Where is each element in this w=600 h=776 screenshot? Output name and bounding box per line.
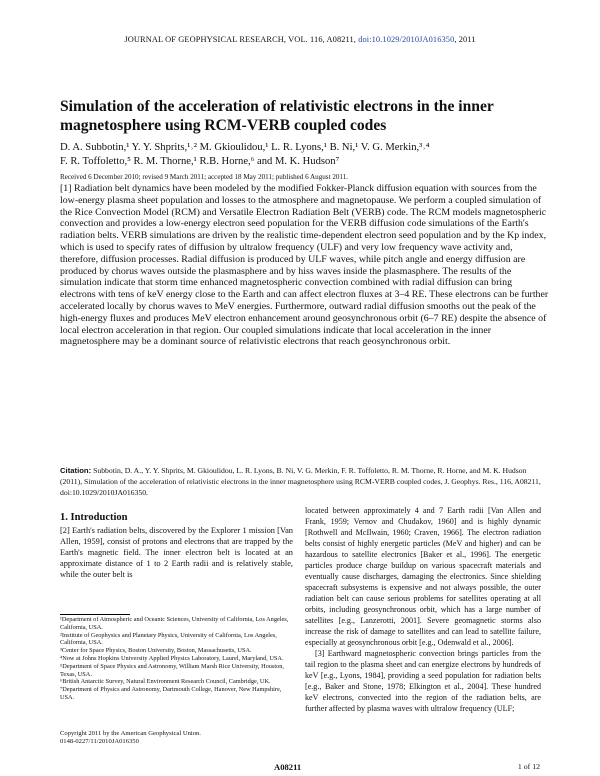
article-id: A08211 [274, 762, 302, 772]
intro-paragraph-right-2: [3] Earthward magnetospheric convection brings particles from the tail region to the plasma sheet and can energize electrons by hundreds of keV [e.g., Lyons, 1984], providing a seed population for radiation belts [e.g., Baker and Stone, 1978; Elkington et al., 2004]. These hundred keV electrons, convected into the region of the radiation belts, are further affected by plasma waves with ultralow frequency (ULF; [305, 649, 541, 713]
page-number: 1 of 12 [517, 762, 540, 771]
footnote: ⁷Department of Physics and Astronomy, Dartmouth College, Hanover, New Hampshire, USA. [60, 686, 282, 701]
paper-title: Simulation of the acceleration of relativistic electrons in the inner magnetosphere using RCM-VERB coupled codes [60, 98, 494, 134]
journal-year: , 2011 [454, 35, 476, 44]
footnote: ⁵Department of Space Physics and Astronomy, William Marsh Rice University, Houston, Texas, USA. [60, 662, 284, 678]
citation-label: Citation: [60, 466, 92, 475]
copyright-notice [60, 730, 201, 746]
footnote: ²Institute of Geophysics and Planetary Physics, University of California, Los Angeles, California, USA. [60, 631, 277, 647]
section-heading: 1. Introduction [60, 512, 128, 523]
authors-line-2: F. R. Toffoletto,⁵ R. M. Thorne,¹ R.B. Horne,⁶ and M. K. Hudson⁷ [60, 156, 340, 167]
author-list [60, 141, 560, 169]
abstract: [1] Radiation belt dynamics have been modeled by the modified Fokker-Planck diffusion equation with sources from the low-energy plasma sheet population and losses to the atmosphere and magnetopause. We perform a coupled simulation of the Rice Convection Model (RCM) and Versatile Electron Radiation Belt (VERB) code. The RCM models magnetospheric convection and provides a low-energy electron seed population for the VERB diffusion code simulations of the Earth's radiation belts. VERB simulations are driven by the realistic time-dependent electron seed population and by the Kp index, which is used to specify rates of diffusion by ultralow frequency (ULF) and very low frequency wave activity and, therefore, diffusion processes. Radial diffusion is produced by ULF waves, while pitch angle and energy diffusion are produced by chorus waves outside the plasmasphere and by hiss waves inside the plasmasphere. The results of the simulation indicate that storm time enhanced magnetospheric convection combined with radial diffusion can bring electrons with tens of keV energy close to the Earth and can affect electron fluxes at 3–4 RE. These electrons can be further accelerated locally by chorus waves to MeV energies. Furthermore, outward radial diffusion smooths out the peak of the high-energy fluxes and produces MeV electron enhancement around geosynchronous orbit (6–7 RE) despite the absence of local electron acceleration in that region. Our coupled simulations indicate that local acceleration in the inner magnetosphere may be a dominant source of relativistic electrons that reach geosynchronous orbit. [60, 183, 549, 348]
copyright-line: Copyright 2011 by the American Geophysical Union. [60, 730, 201, 737]
doi-link[interactable]: doi:10.1029/2010JA016350 [358, 35, 455, 44]
received-dates: Received 6 December 2010; revised 9 March 2011; accepted 18 May 2011; published 6 August 2011. [60, 173, 349, 181]
footnote: ⁶British Antarctic Survey, Natural Environment Research Council, Cambridge, UK. [60, 678, 271, 686]
footnote: ³Center for Space Physics, Boston University, Boston, Massachusetts, USA. [60, 647, 252, 655]
intro-column-right [305, 505, 541, 714]
citation [60, 465, 550, 498]
intro-paragraph-left: [2] Earth's radiation belts, discovered by the Explorer 1 mission [Van Allen, 1959], consist of protons and electrons that are trapped by the Earth's magnetic field. The inner electron belt is located at an approximate distance of 1 to 2 Earth radii and is relatively stable, while the outer belt is [60, 526, 293, 579]
issn-line: 0148-0227/11/2010JA016350 [60, 738, 139, 745]
journal-name: JOURNAL OF GEOPHYSICAL RESEARCH, VOL. 116, A08211, [124, 35, 356, 44]
footnote-divider [60, 614, 130, 615]
authors-line-1: D. A. Subbotin,¹ Y. Y. Shprits,¹˒² M. Gkioulidou,¹ L. R. Lyons,¹ B. Ni,¹ V. G. Merkin,³˒⁴ [60, 142, 430, 153]
intro-paragraph-right-1: located between approximately 4 and 7 Earth radii [Van Allen and Frank, 1959; Vernov and Chudakov, 1960] and is highly dynamic [Rothwell and McIlwain, 1960; Craven, 1966]. The electron radiation belts consist of highly energetic particles (MeV and higher) and can be hazardous to satellite electronics [Baker et al., 1996]. The energetic particles produce charge buildup on various spacecraft materials and eventually cause discharges, damaging the electronics. Since shielding spacecraft subsystems is expensive and not always possible, the outer radiation belt can cause serious problems for satellites operating at all orbits, including geosynchronous orbit, which has a large number of satellites [e.g., Lanzerotti, 2001]. Severe geomagnetic storms also increase the risk of damage to satellites and can lead to satellite failure, especially at geosynchronous orbit [e.g., Odenwald et al., 2006]. [305, 506, 541, 647]
footnote: ¹Department of Atmospheric and Oceanic Sciences, University of California, Los Angeles, California, USA. [60, 616, 289, 631]
citation-text: Subbotin, D. A., Y. Y. Shprits, M. Gkioulidou, L. R. Lyons, B. Ni, V. G. Merkin, F. R. Toffoletto, R. M. Thorne, R. Horne, and M. K. Hudson (2011), Simulation of the acceleration of relativistic electrons in the inner magnetosphere using RCM-VERB coupled codes, J. Geophys. Res., 116, A08211, doi:10.1029/2010JA016350. [60, 466, 541, 497]
affiliation-footnotes [60, 616, 293, 702]
footnote: ⁴Now at Johns Hopkins University Applied Physics Laboratory, Laurel, Maryland, USA. [60, 654, 284, 662]
journal-header [0, 35, 600, 44]
